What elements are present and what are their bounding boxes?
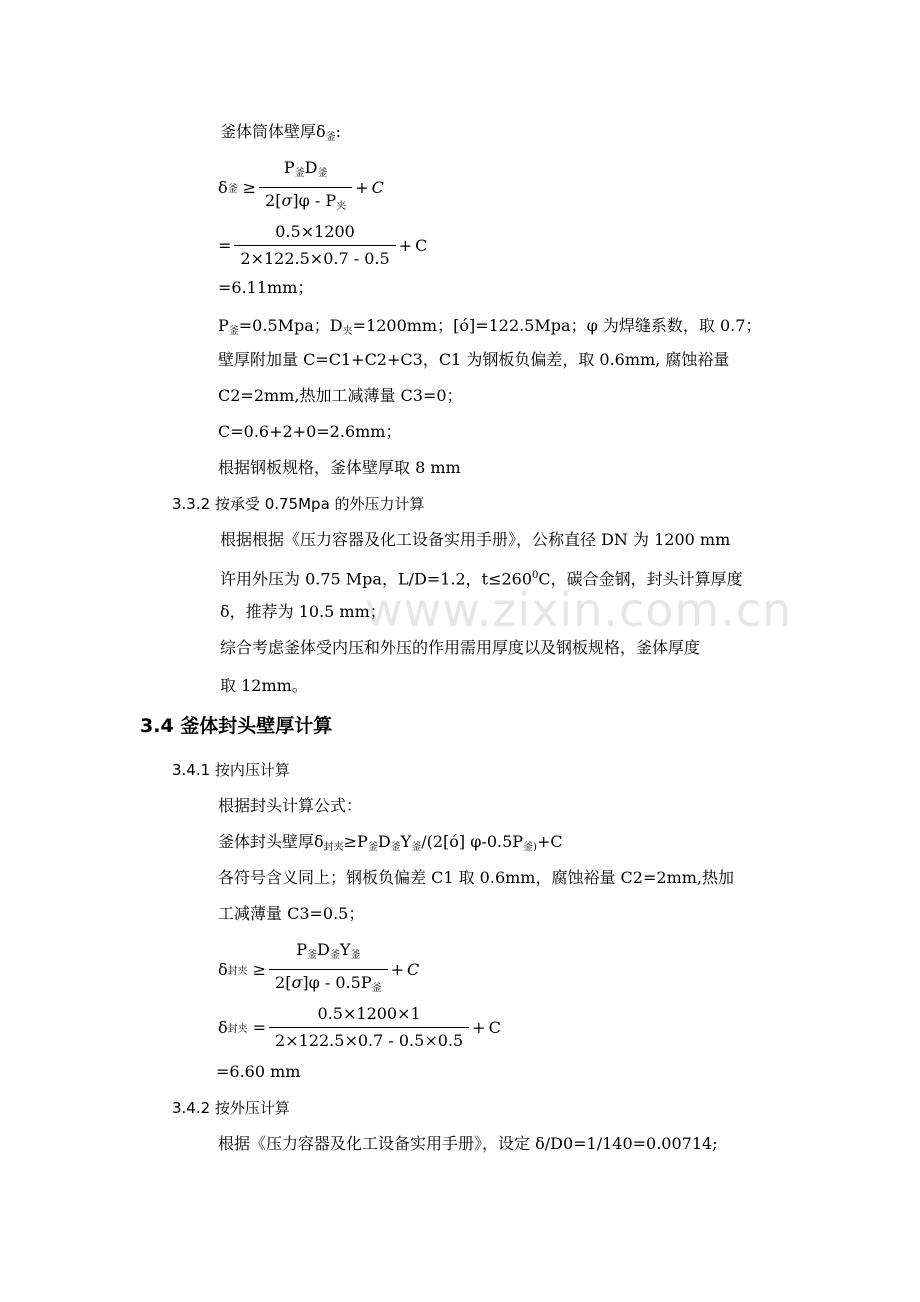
external-pressure-line-5: 取 12mm。 bbox=[220, 676, 308, 695]
heading-3-4-2: 3.4.2 按外压计算 bbox=[172, 1099, 290, 1117]
symbol-note-2: 工减薄量 C3=0.5； bbox=[218, 904, 365, 923]
head-thickness-formula: 釜体封头壁厚$\delta_{封夹}\ge P_釜D_釜Y_釜/(2[ó]$ $\varphi-0.5P_{釜)}+C$ bbox=[218, 832, 563, 853]
external-pressure-line-3: δ，推荐为 10.5 mm； bbox=[220, 602, 386, 621]
allowance-sum: C=0.6+2+0=2.6mm； bbox=[218, 422, 402, 441]
fraction: $\frac{P_釜D_釜Y_釜}{2[\sigma]\varphi - 0.5P_釜}$ bbox=[269, 940, 388, 999]
external-pressure-line-1: 根据根据《压力容器及化工设备实用手册》，公称直径 DN 为 1200 mm bbox=[220, 530, 731, 549]
shell-thickness-result: =6.11mm； bbox=[218, 278, 314, 297]
equation-shell-thickness-formula: δ 釜 ≥ $\frac{P_釜D_釜}{2[\sigma]\varphi - P_夹}$ + C bbox=[218, 158, 384, 217]
allowance-line-2: C2=2mm,热加工减薄量 C3=0； bbox=[218, 386, 463, 405]
external-pressure-line-2: 许用外压为 0.75 Mpa，L/D=1.2，$t\le 260^0C$，碳合金钢，封头计算厚度 bbox=[220, 569, 743, 589]
heading-3-4: 3.4 釜体封头壁厚计算 bbox=[140, 715, 333, 737]
equation-head-thickness-substitution: δ 封夹 = $\frac{0.5\times 1200\times 1}{2\times 122.5\times 0.7 - 0.5\times 0.5}$ + C bbox=[218, 1004, 501, 1050]
allowance-line-1: 壁厚附加量 C=C1+C2+C3，C1 为钢板负偏差，取 0.6mm, 腐蚀裕量 bbox=[218, 350, 730, 369]
symbol-note-1: 各符号含义同上；钢板负偏差 C1 取 0.6mm，腐蚀裕量 C2=2mm,热加 bbox=[218, 868, 734, 887]
external-head-line-1: 根据《压力容器及化工设备实用手册》，设定 δ/D0=1/140=0.00714; bbox=[218, 1134, 718, 1153]
equation-shell-thickness-substitution: = $\frac{0.5\times 1200}{2\times 122.5\times 0.7 - 0.5}$ + C bbox=[218, 222, 428, 268]
fraction: $\frac{P_釜D_釜}{2[\sigma]\varphi - P_夹}$ bbox=[259, 158, 352, 217]
parameter-line: $P_釜=0.5Mpa$；$D_夹=1200mm$；[ó]=122.5Mpa；φ 为焊缝系数，取 0.7； bbox=[218, 316, 762, 337]
head-thickness-result: =6.60 mm bbox=[216, 1062, 301, 1081]
heading-3-3-2: 3.3.2 按承受 0.75Mpa 的外压力计算 bbox=[172, 495, 425, 513]
fraction: $\frac{0.5\times 1200}{2\times 122.5\times 0.7 - 0.5}$ bbox=[234, 222, 395, 269]
equation-head-thickness-formula: δ 封夹 ≥ $\frac{P_釜D_釜Y_釜}{2[\sigma]\varphi - 0.5P_釜}$ + C bbox=[218, 940, 419, 999]
heading-3-4-1: 3.4.1 按内压计算 bbox=[172, 761, 290, 779]
shell-thickness-conclusion: 根据钢板规格，釜体壁厚取 8 mm bbox=[218, 458, 461, 477]
watermark: www.zixin.com.cn bbox=[365, 583, 793, 637]
fraction: $\frac{0.5\times 1200\times 1}{2\times 122.5\times 0.7 - 0.5\times 0.5}$ bbox=[269, 1004, 469, 1051]
shell-thickness-title: 釜体筒体壁厚$\delta_釜$: bbox=[220, 122, 342, 143]
formula-intro: 根据封头计算公式： bbox=[218, 796, 363, 815]
external-pressure-line-4: 综合考虑釜体受内压和外压的作用需用厚度以及钢板规格，釜体厚度 bbox=[220, 638, 701, 657]
